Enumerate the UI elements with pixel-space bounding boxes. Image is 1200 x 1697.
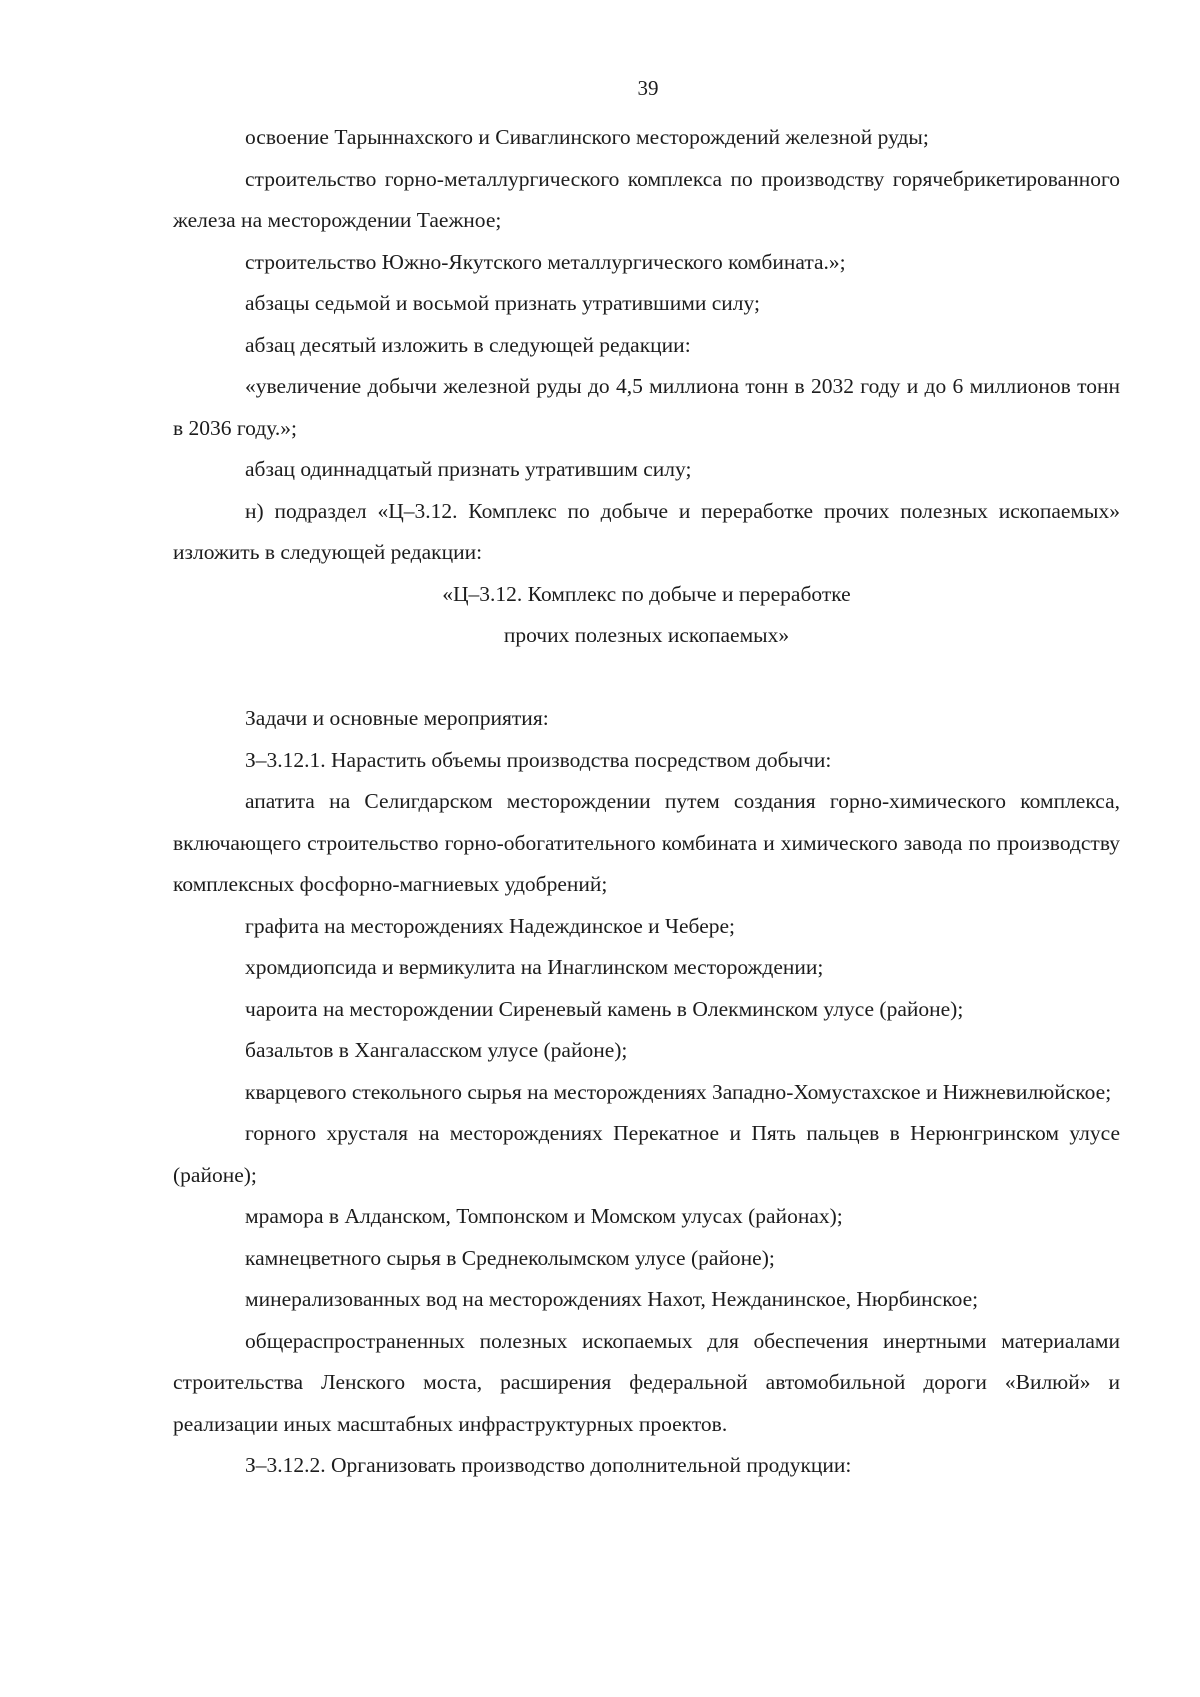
paragraph: горного хрусталя на месторождениях Перекатное и Пять пальцев в Нерюнгринском улусе (районе); [173, 1121, 1120, 1187]
paragraph: н) подраздел «Ц–3.12. Комплекс по добыче и переработке прочих полезных ископаемых» изложить в следующей редакции: [173, 498, 1120, 564]
section-heading-line-1: «Ц–3.12. Комплекс по добыче и переработке [442, 581, 851, 606]
paragraph: графита на месторождениях Надеждинское и Чебере; [245, 913, 736, 938]
paragraph: абзац одиннадцатый признать утратившим силу; [245, 457, 692, 481]
paragraph: З–3.12.2. Организовать производство дополнительной продукции: [245, 1453, 852, 1477]
page-number: 39 [637, 76, 659, 100]
section-heading-line-2: прочих полезных ископаемых» [503, 623, 790, 647]
paragraph: З–3.12.1. Нарастить объемы производства посредством добычи: [245, 747, 832, 772]
paragraph: кварцевого стекольного сырья на месторождениях Западно-Хомустахское и Нижневилюйское; [245, 1079, 1112, 1104]
paragraph: строительство Южно-Якутского металлургического комбината.»; [245, 249, 846, 274]
paragraph: строительство горно-металлургического комплекса по производству горячебрикетированного железа на месторождении Таежное; [173, 166, 1120, 232]
paragraph: освоение Тарыннахского и Сиваглинского месторождений железной руды; [245, 125, 929, 149]
paragraph: общераспространенных полезных ископаемых для обеспечения инертными материалами строительства Ленского моста, расширения федеральной автомобильной дороги «Вилюй» и реализации иных масштабных инфраструктурных проектов. [173, 1328, 1120, 1436]
paragraph: хромдиопсида и вермикулита на Инаглинском месторождении; [245, 955, 824, 979]
paragraph: апатита на Селигдарском месторождении путем создания горно-химического комплекса, включающего строительство горно-обогатительного комбината и химического завода по производству комплексных фосфорно-магниевых удобрений; [173, 789, 1120, 896]
paragraph: мрамора в Алданском, Томпонском и Момском улусах (районах); [245, 1204, 843, 1228]
paragraph: камнецветного сырья в Среднеколымском улусе (районе); [245, 1245, 775, 1270]
paragraph: базальтов в Хангаласском улусе (районе); [245, 1038, 628, 1062]
paragraph: «увеличение добычи железной руды до 4,5 миллиона тонн в 2032 году и до 6 миллионов тонн в 2036 году.»; [173, 374, 1120, 440]
paragraph: Задачи и основные мероприятия: [245, 706, 549, 730]
blank-line [173, 657, 1120, 699]
document-body [173, 117, 1120, 1487]
paragraph: абзац десятый изложить в следующей редакции: [245, 332, 691, 357]
paragraph: чароита на месторождении Сиреневый камень в Олекминском улусе (районе); [245, 996, 964, 1021]
paragraph: минерализованных вод на месторождениях Нахот, Нежданинское, Нюрбинское; [245, 1287, 979, 1311]
paragraph: абзацы седьмой и восьмой признать утратившими силу; [245, 291, 760, 315]
